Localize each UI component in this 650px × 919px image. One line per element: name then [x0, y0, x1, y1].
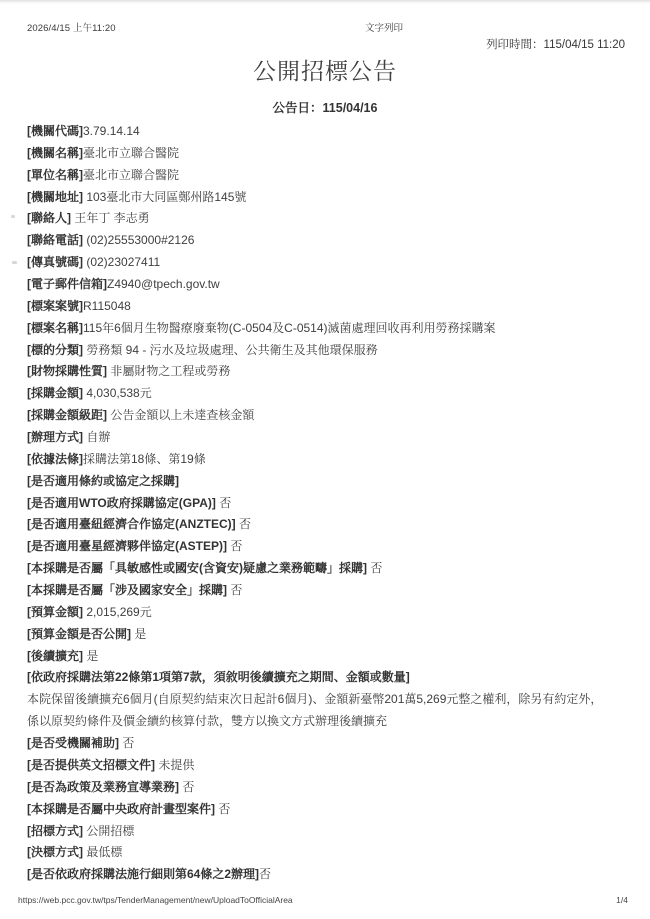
line-label: [是否適用WTO政府採購協定(GPA)]	[27, 495, 216, 510]
line-value: 4,030,538元	[83, 386, 152, 401]
line-value: 係以原契約條件及價金續約核算付款，雙方以換文方式辦理後續擴充	[27, 714, 388, 729]
line-value: 115年6個月生物醫療廢棄物(C-0504及C-0514)滅菌處理回收再利用勞務採購案	[83, 320, 496, 335]
line-value: 是	[83, 648, 99, 663]
line-value: R115048	[83, 298, 131, 313]
line-label: [後續擴充]	[27, 648, 83, 663]
line-value: 否	[259, 867, 272, 882]
line-label: [本採購是否屬「具敏感性或國安(含資安)疑慮之業務範疇」採購]	[27, 561, 367, 576]
document-line	[27, 627, 625, 649]
line-label: [依政府採購法第22條第1項第7款，須敘明後續擴充之期間、金額或數量]	[27, 670, 410, 685]
line-label: [標案名稱]	[27, 320, 83, 335]
line-label: [電子郵件信箱]	[27, 277, 107, 292]
document-line	[27, 802, 625, 824]
line-label: [決標方式]	[27, 845, 83, 860]
line-label: [採購金額級距]	[27, 408, 107, 423]
document-line	[27, 867, 625, 889]
footer-url: https://web.pcc.gov.tw/tps/TenderManagement/new/UploadToOfficialArea	[18, 895, 293, 905]
line-label: [聯絡人]	[27, 211, 71, 226]
line-value: 否	[215, 801, 231, 816]
document-line	[27, 364, 625, 386]
document-line	[27, 408, 625, 430]
line-value: 臺北市立聯合醫院	[83, 167, 180, 182]
line-value: 本院保留後續擴充6個月(自原契約結束次日起計6個月)、金額新臺幣201萬5,269元整之權利，除另有約定外，	[27, 692, 603, 707]
document-line	[27, 146, 625, 168]
line-value: (02)23027411	[83, 255, 161, 270]
line-label: [是否受機關補助]	[27, 736, 119, 751]
line-label: [本採購是否屬「涉及國家安全」採購]	[27, 583, 227, 598]
line-label: [標案案號]	[27, 298, 83, 313]
document-line	[27, 780, 625, 802]
line-value: 否	[227, 583, 243, 598]
document-line	[27, 561, 625, 583]
document-line	[27, 605, 625, 627]
line-label: [是否適用臺紐經濟合作協定(ANZTEC)]	[27, 517, 236, 532]
document-line	[27, 583, 625, 605]
document-line	[27, 649, 625, 671]
line-value: 103臺北市大同區鄭州路145號	[83, 189, 247, 204]
line-label: [採購金額]	[27, 386, 83, 401]
line-value: 最低標	[83, 845, 123, 860]
browser-print-datetime: 2026/4/15 上午11:20	[27, 23, 116, 34]
document-line	[27, 211, 625, 233]
line-value: 採購法第18條、第19條	[83, 451, 206, 466]
line-value: 否	[119, 736, 135, 751]
line-value: 否	[215, 495, 232, 510]
document-line	[27, 824, 625, 846]
line-label: [預算金額]	[27, 604, 83, 619]
line-value: 2,015,269元	[83, 604, 152, 619]
document-line	[27, 452, 625, 474]
document-line	[27, 758, 625, 780]
line-label: [機關代碼]	[27, 124, 83, 138]
line-label: [招標方式]	[27, 823, 83, 838]
line-value: 否	[235, 517, 251, 532]
document-line	[27, 321, 625, 343]
line-value: 否	[227, 539, 243, 554]
line-value: (02)25553000#2126	[83, 233, 195, 248]
document-body	[27, 124, 625, 889]
line-value: 未提供	[155, 757, 195, 772]
document-line	[27, 496, 625, 518]
line-value: 王年丁 李志勇	[71, 211, 150, 226]
line-value: 否	[367, 561, 383, 576]
line-label: [聯絡電話]	[27, 233, 83, 248]
document-line	[27, 474, 625, 496]
line-label: [標的分類]	[27, 342, 83, 357]
line-label: [依據法條]	[27, 451, 83, 466]
line-value: 勞務類 94 - 污水及垃圾處理、公共衛生及其他環保服務	[83, 342, 378, 357]
document-line	[27, 255, 625, 277]
line-value: 公告金額以上未達查核金額	[107, 408, 255, 423]
line-value: 否	[179, 779, 195, 794]
document-line	[27, 845, 625, 867]
line-label: [財物採購性質]	[27, 364, 107, 379]
document-line	[27, 517, 625, 539]
scan-dot-artifact	[11, 215, 15, 218]
document-line	[27, 299, 625, 321]
line-label: [是否提供英文招標文件]	[27, 757, 155, 772]
line-label: [是否適用臺星經濟夥伴協定(ASTEP)]	[27, 539, 227, 554]
document-line	[27, 386, 625, 408]
line-value: 非屬財物之工程或勞務	[107, 364, 231, 379]
browser-print-doc-title: 文字列印	[365, 23, 404, 34]
document-line	[27, 692, 625, 714]
document-line	[27, 124, 625, 146]
line-label: [是否為政策及業務宣導業務]	[27, 779, 179, 794]
document-line	[27, 736, 625, 758]
page-number: 1/4	[616, 895, 628, 905]
line-value: 自辦	[83, 430, 111, 445]
line-value: 公開招標	[83, 823, 135, 838]
line-value: Z4940@tpech.gov.tw	[107, 277, 220, 292]
document-line	[27, 539, 625, 561]
line-value: 是	[131, 626, 147, 641]
document-line	[27, 670, 625, 692]
document-line	[27, 190, 625, 212]
document-line	[27, 168, 625, 190]
document-line	[27, 233, 625, 255]
document-line	[27, 343, 625, 365]
document-line	[27, 277, 625, 299]
announce-date: 公告日：115/04/16	[272, 101, 378, 115]
print-time: 列印時間：115/04/15 11:20	[486, 39, 625, 51]
line-label: [預算金額是否公開]	[27, 626, 131, 641]
scan-edge-artifact	[0, 0, 650, 4]
line-label: [單位名稱]	[27, 167, 83, 182]
line-label: [傳真號碼]	[27, 255, 83, 270]
line-value: 3.79.14.14	[83, 124, 140, 138]
line-label: [辦理方式]	[27, 430, 83, 445]
page-title: 公開招標公告	[253, 58, 397, 84]
line-value: 臺北市立聯合醫院	[83, 145, 180, 160]
scan-dot-artifact	[12, 261, 17, 264]
document-line	[27, 714, 625, 736]
line-label: [機關地址]	[27, 189, 83, 204]
line-label: [是否依政府採購法施行細則第64條之2辦理]	[27, 867, 260, 882]
line-label: [是否適用條約或協定之採購]	[27, 473, 179, 488]
document-line	[27, 430, 625, 452]
line-label: [本採購是否屬中央政府計畫型案件]	[27, 801, 215, 816]
line-label: [機關名稱]	[27, 145, 83, 160]
